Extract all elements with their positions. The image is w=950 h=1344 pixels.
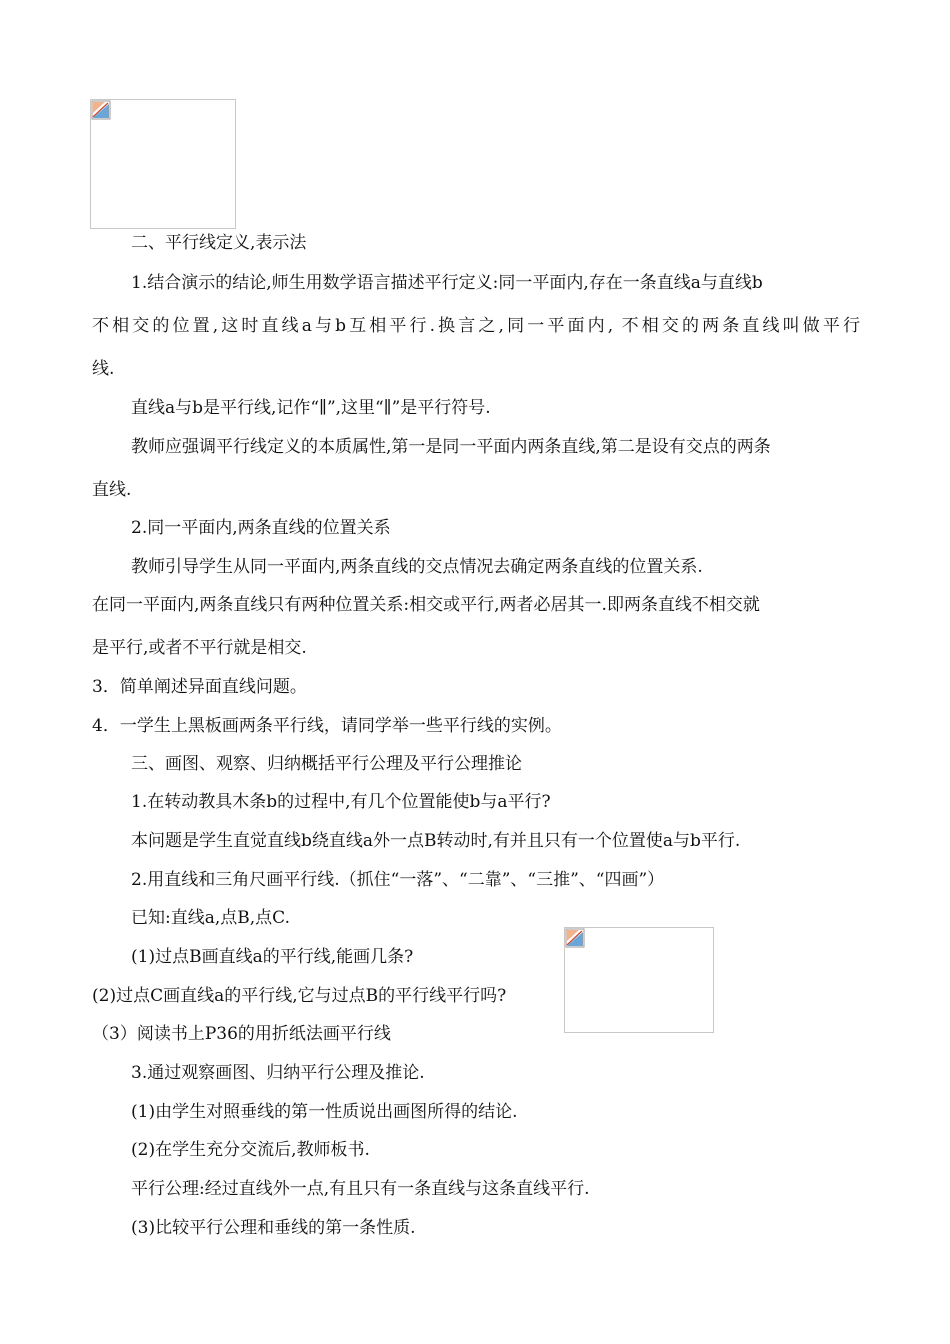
paragraph-line: 线. <box>92 359 115 379</box>
broken-image-icon <box>91 100 111 120</box>
paragraph-line: (3)比较平行公理和垂线的第一条性质. <box>131 1218 416 1238</box>
paragraph-line: 直线a与b是平行线,记作“∥”,这里“∥”是平行符号. <box>131 398 491 418</box>
paragraph-line: (1)过点B画直线a的平行线,能画几条? <box>131 947 414 967</box>
paragraph-line: 4．一学生上黑板画两条平行线，请同学举一些平行线的实例。 <box>92 716 562 736</box>
paragraph-line: 3.通过观察画图、归纳平行公理及推论. <box>131 1063 425 1083</box>
section-heading: 三、画图、观察、归纳概括平行公理及平行公理推论 <box>131 754 522 774</box>
paragraph-line: 在同一平面内,两条直线只有两种位置关系:相交或平行,两者必居其一.即两条直线不相交就 <box>92 595 760 615</box>
broken-image-icon <box>565 928 585 948</box>
paragraph-line: 平行公理:经过直线外一点,有且只有一条直线与这条直线平行. <box>131 1179 590 1199</box>
image-placeholder-top <box>90 99 236 229</box>
paragraph-line: 本问题是学生直觉直线b绕直线a外一点B转动时,有并且只有一个位置使a与b平行. <box>131 831 741 851</box>
paragraph-line: 教师应强调平行线定义的本质属性,第一是同一平面内两条直线,第二是设有交点的两条 <box>131 437 771 457</box>
paragraph-line: 3．简单阐述异面直线问题。 <box>92 677 307 697</box>
paragraph-line: 已知:直线a,点B,点C. <box>131 908 290 928</box>
paragraph-line: 2.同一平面内,两条直线的位置关系 <box>131 518 391 538</box>
paragraph-line: 不相交的位置,这时直线a与b互相平行.换言之,同一平面内, 不相交的两条直线叫做平行 <box>92 316 860 336</box>
image-placeholder-middle <box>564 927 714 1033</box>
paragraph-line: (1)由学生对照垂线的第一性质说出画图所得的结论. <box>131 1102 518 1122</box>
paragraph-line: 1.结合演示的结论,师生用数学语言描述平行定义:同一平面内,存在一条直线a与直线b <box>131 273 763 293</box>
paragraph-line: 是平行,或者不平行就是相交. <box>92 638 307 658</box>
section-heading: 二、平行线定义,表示法 <box>131 233 307 253</box>
paragraph-line: (2)在学生充分交流后,教师板书. <box>131 1140 370 1160</box>
paragraph-line: 直线. <box>92 480 132 500</box>
paragraph-line: 2.用直线和三角尺画平行线.（抓住“一落”、“二靠”、“三推”、“四画”） <box>131 870 665 890</box>
paragraph-line: 教师引导学生从同一平面内,两条直线的交点情况去确定两条直线的位置关系. <box>131 557 703 577</box>
paragraph-line: （3）阅读书上P36的用折纸法画平行线 <box>92 1024 391 1044</box>
paragraph-line: 1.在转动教具木条b的过程中,有几个位置能使b与a平行? <box>131 792 551 812</box>
paragraph-line: (2)过点C画直线a的平行线,它与过点B的平行线平行吗? <box>92 986 507 1006</box>
